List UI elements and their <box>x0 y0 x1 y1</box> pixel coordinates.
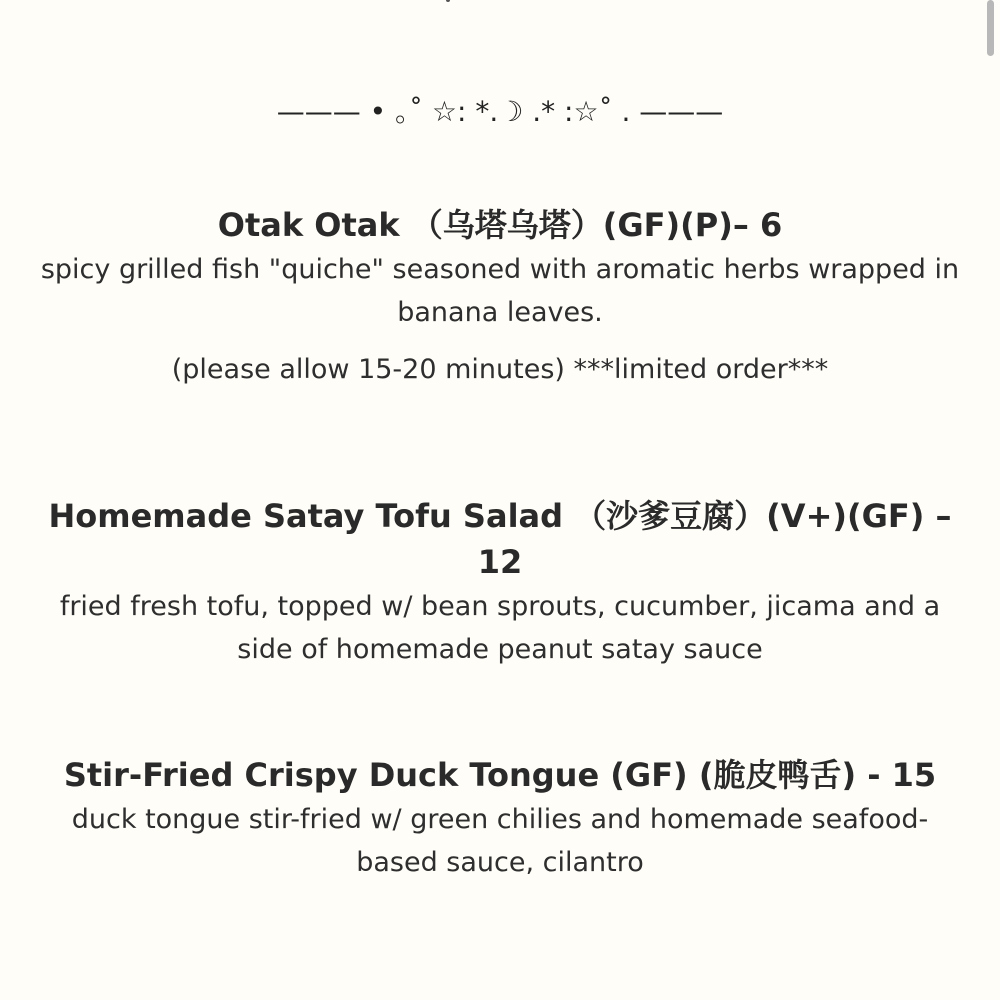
menu-item-title: Otak Otak （乌塔乌塔）(GF)(P)– 6 <box>217 206 783 244</box>
menu-item-description: duck tongue stir-fried w/ green chilies and homemade seafood-based sauce, cilantro <box>71 804 929 878</box>
menu-item-note: (please allow 15-20 minutes) ***limited order*** <box>171 354 829 385</box>
decorative-divider: ——— • ｡˚ ☆: *.☽ .* :☆˚ . ——— <box>276 95 724 128</box>
menu-item-title: Stir-Fried Crispy Duck Tongue (GF) (脆皮鸭舌) - 15 <box>63 756 937 794</box>
menu-item-otak-otak <box>40 202 960 391</box>
ornament-dot <box>446 0 450 2</box>
menu-item-satay-tofu-salad <box>40 493 960 671</box>
menu-item-description: spicy grilled fish "quiche" seasoned with aromatic herbs wrapped in banana leaves. <box>40 254 960 328</box>
menu-item-title: Homemade Satay Tofu Salad （沙爹豆腐）(V+)(GF) – 12 <box>48 497 952 581</box>
scrollbar-thumb[interactable] <box>987 0 994 56</box>
menu-item-description: fried fresh tofu, topped w/ bean sprouts, cucumber, jicama and a side of homemade peanut satay sauce <box>59 591 941 665</box>
menu-item-duck-tongue <box>40 752 960 884</box>
